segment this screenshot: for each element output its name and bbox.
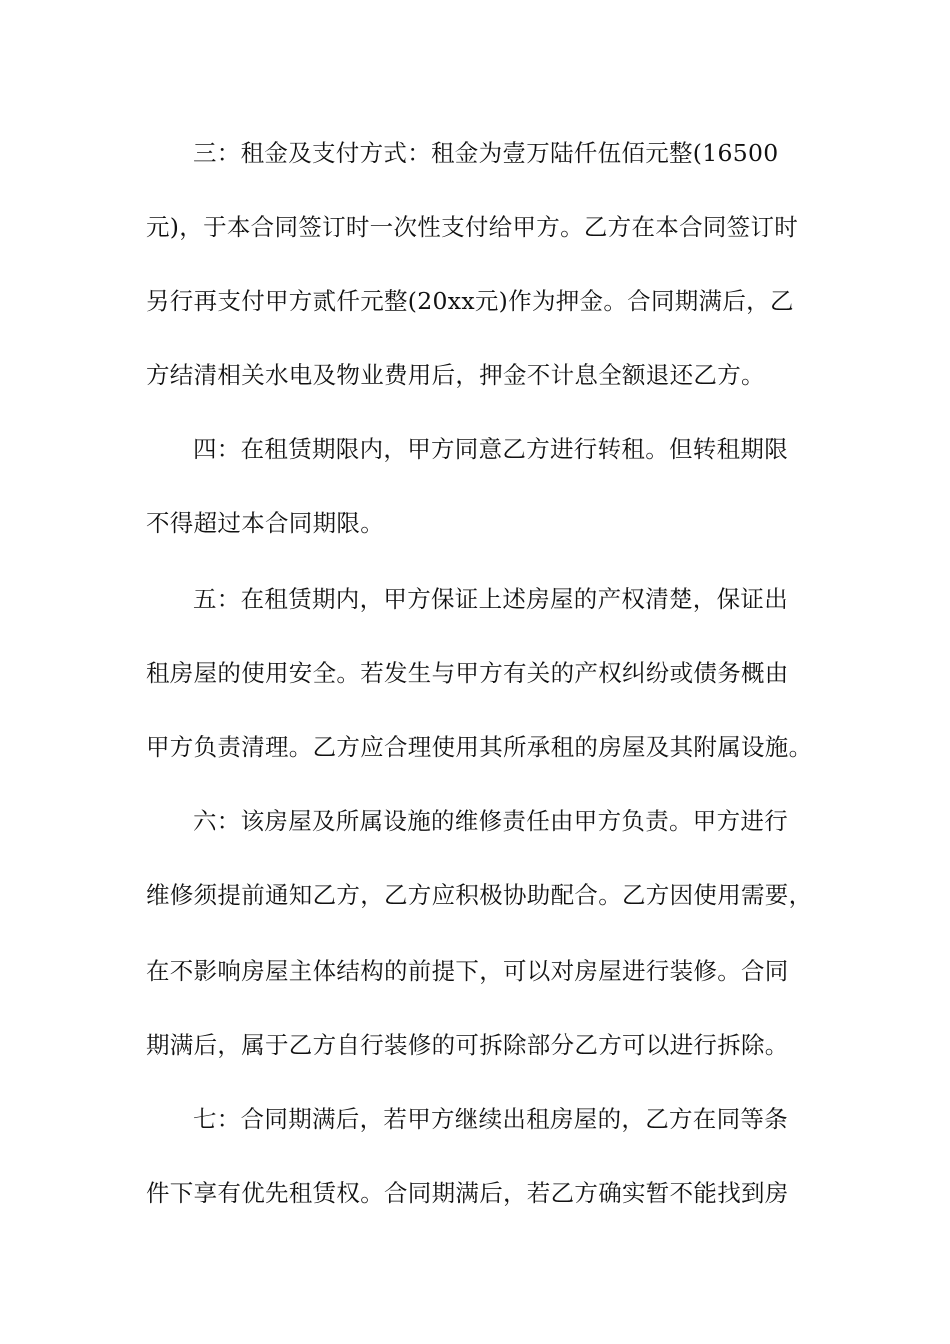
clause-4-line-2: 不得超过本合同期限。 — [146, 509, 384, 537]
clause-3-line-1: 三：租金及支付方式：租金为壹万陆仟伍佰元整(16500 — [193, 139, 779, 167]
clause-7-line-2: 件下享有优先租赁权。合同期满后，若乙方确实暂不能找到房 — [146, 1179, 789, 1207]
clause-3-line-3: 另行再支付甲方贰仟元整(20xx元)作为押金。合同期满后，乙 — [146, 287, 794, 315]
clause-6-line-1: 六：该房屋及所属设施的维修责任由甲方负责。甲方进行 — [193, 807, 788, 835]
clause-3-line-4: 方结清相关水电及物业费用后，押金不计息全额退还乙方。 — [146, 361, 765, 389]
clause-6-line-2: 维修须提前通知乙方，乙方应积极协助配合。乙方因使用需要， — [146, 881, 813, 909]
clause-5-line-1: 五：在租赁期内，甲方保证上述房屋的产权清楚，保证出 — [193, 585, 788, 613]
clause-5-line-2: 租房屋的使用安全。若发生与甲方有关的产权纠纷或债务概由 — [146, 659, 789, 687]
clause-3-line-2: 元)，于本合同签订时一次性支付给甲方。乙方在本合同签订时 — [146, 213, 799, 241]
clause-6-line-3: 在不影响房屋主体结构的前提下，可以对房屋进行装修。合同 — [146, 957, 789, 985]
clause-4-line-1: 四：在租赁期限内，甲方同意乙方进行转租。但转租期限 — [193, 435, 788, 463]
clause-6-line-4: 期满后，属于乙方自行装修的可拆除部分乙方可以进行拆除。 — [146, 1031, 789, 1059]
clause-5-line-3: 甲方负责清理。乙方应合理使用其所承租的房屋及其附属设施。 — [146, 733, 813, 761]
clause-7-line-1: 七：合同期满后，若甲方继续出租房屋的，乙方在同等条 — [193, 1105, 788, 1133]
